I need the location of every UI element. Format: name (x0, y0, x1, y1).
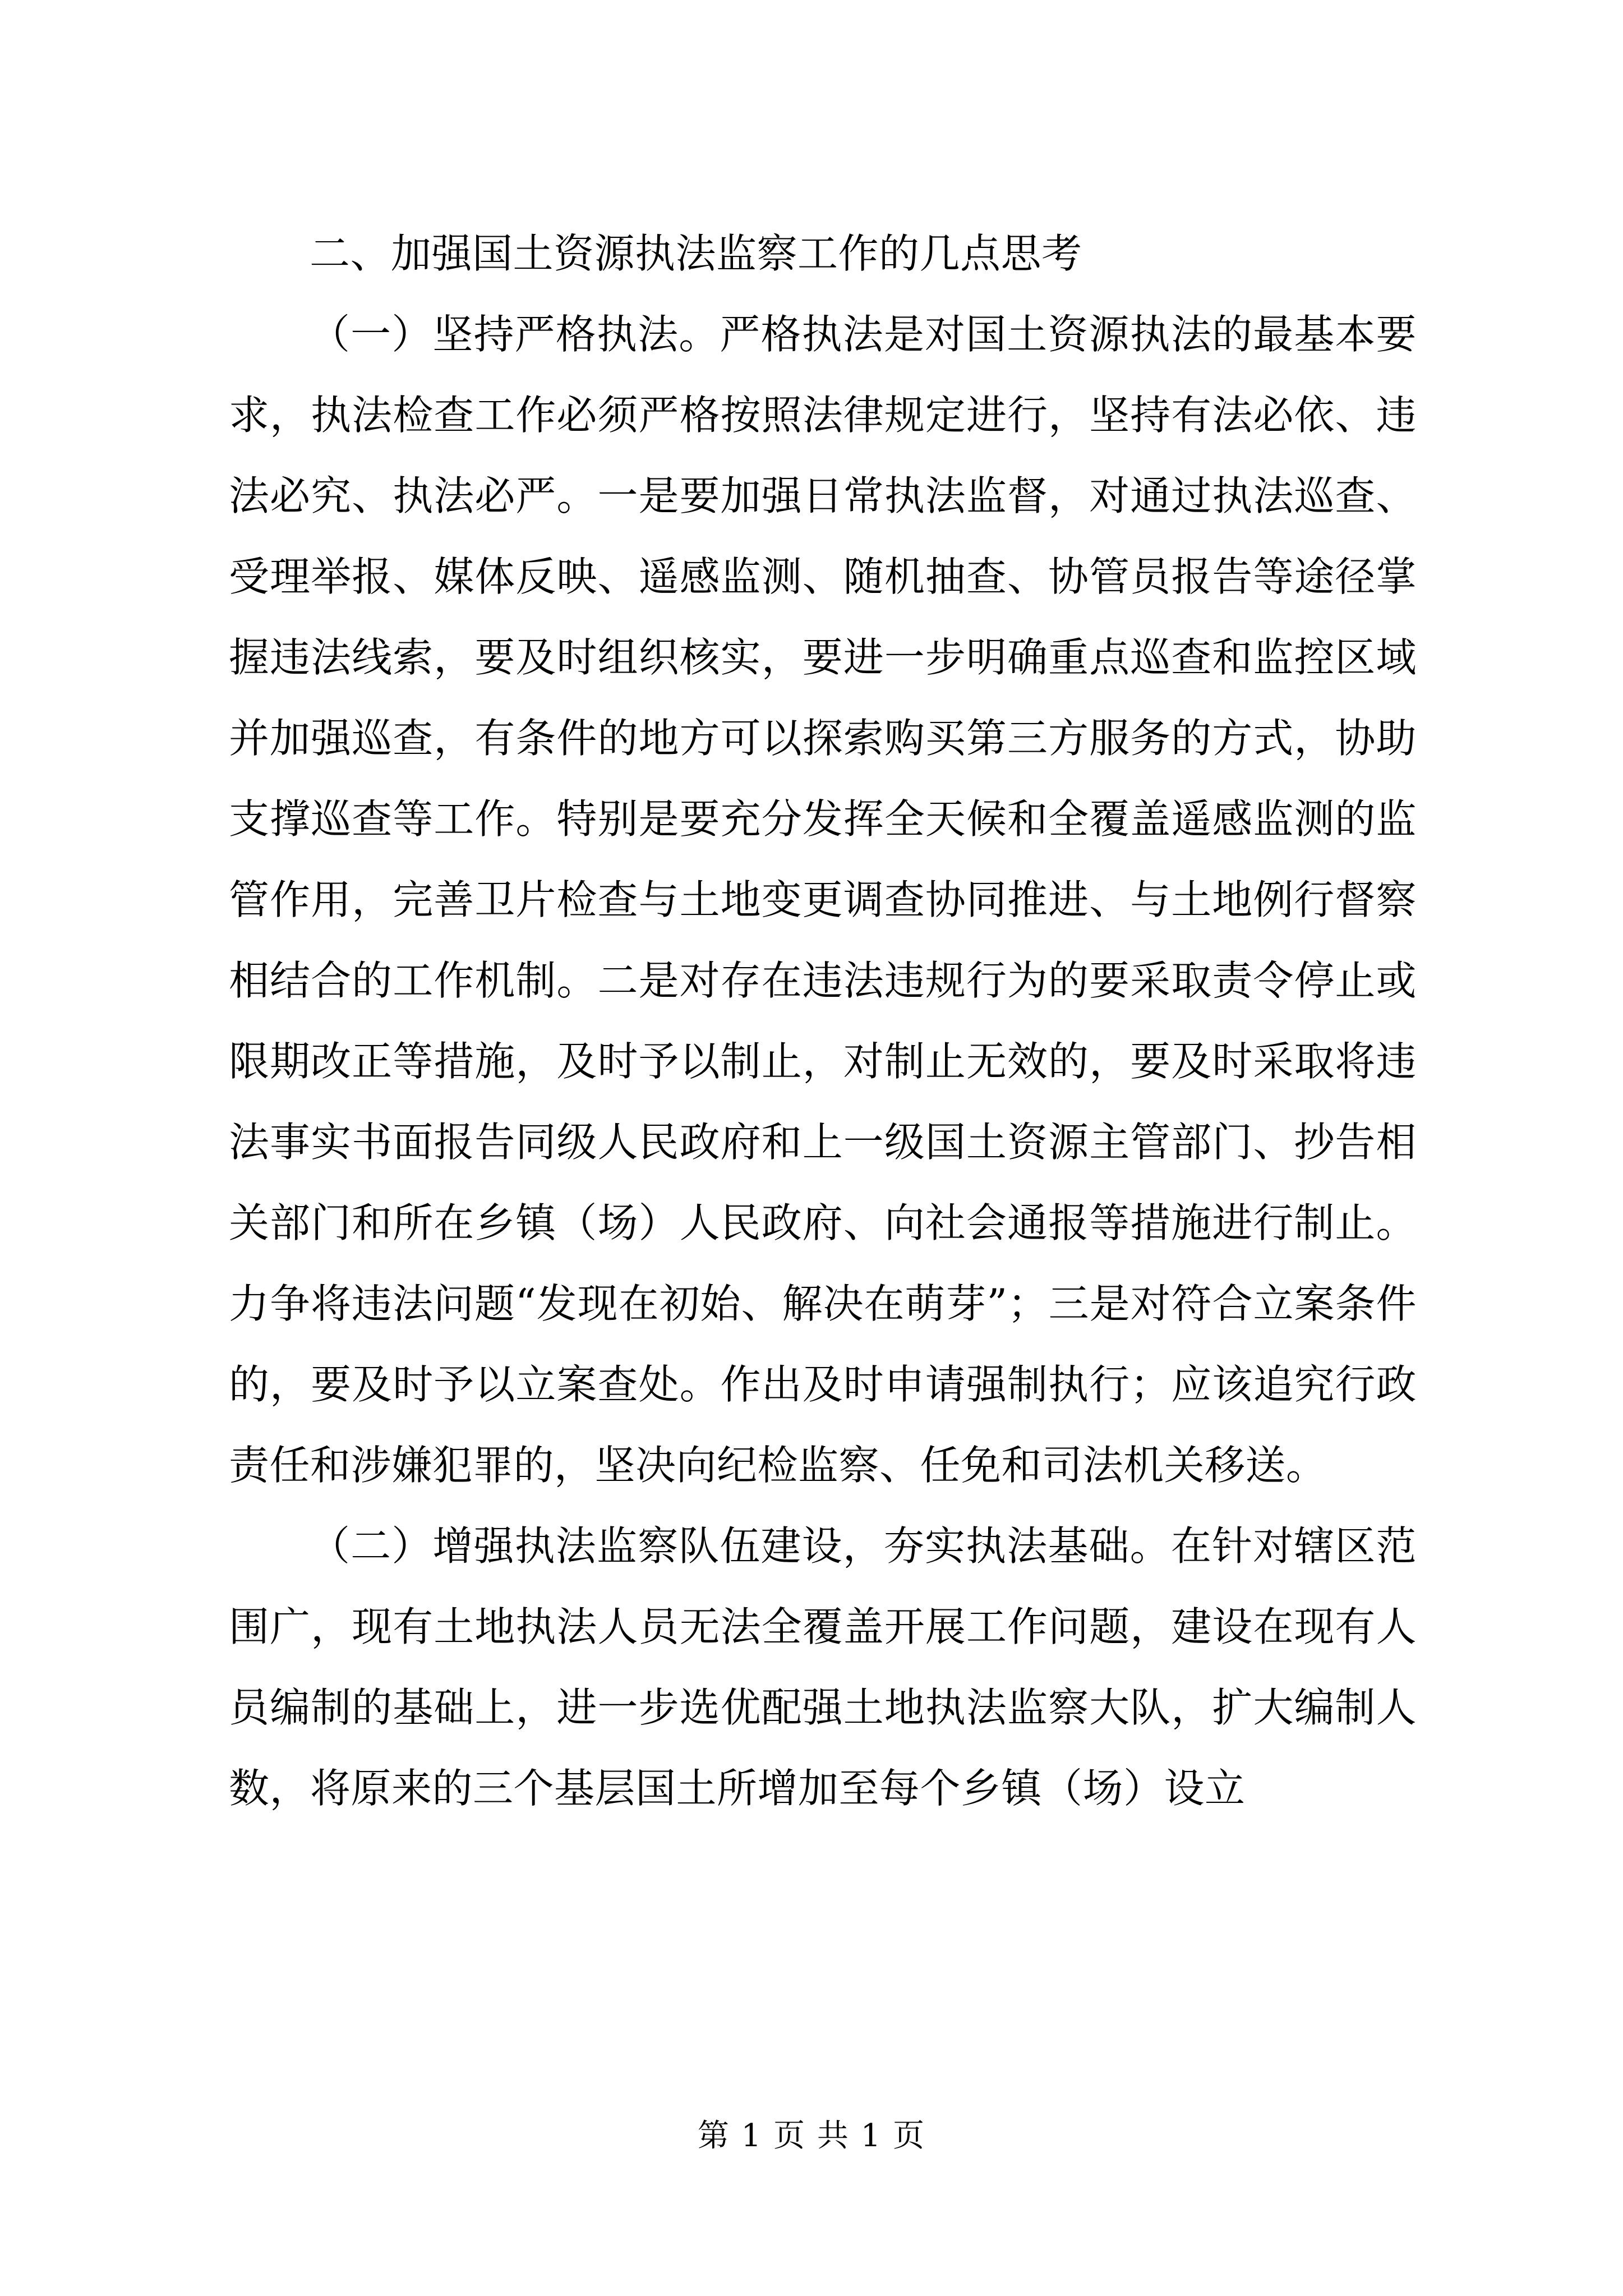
page-footer: 第 1 页 共 1 页 (697, 2118, 926, 2154)
document-body (229, 213, 1417, 1829)
paragraph-strict-enforcement: （一）坚持严格执法。严格执法是对国土资源执法的最基本要求，执法检查工作必须严格按照法律规定进行，坚持有法必依、违法必究、执法必严。一是要加强日常执法监督，对通过执法巡查、受理举报、媒体反映、遥感监测、随机抽查、协管员报告等途径掌握违法线索，要及时组织核实，要进一步明确重点巡查和监控区域并加强巡查，有条件的地方可以探索购买第三方服务的方式，协助支撑巡查等工作。特别是要充分发挥全天候和全覆盖遥感监测的监管作用，完善卫片检查与土地变更调查协同推进、与土地例行督察相结合的工作机制。二是对存在违法违规行为的要采取责令停止或限期改正等措施，及时予以制止，对制止无效的，要及时采取将违法事实书面报告同级人民政府和上一级国土资源主管部门、抄告相关部门和所在乡镇（场）人民政府、向社会通报等措施进行制止。力争将违法问题“发现在初始、解决在萌芽”；三是对符合立案条件的，要及时予以立案查处。作出及时申请强制执行；应该追究行政责任和涉嫌犯罪的，坚决向纪检监察、任免和司法机关移送。 (229, 311, 1417, 1489)
section-heading: 二、加强国土资源执法监察工作的几点思考 (310, 230, 1082, 277)
paragraph-team-building: （二）增强执法监察队伍建设，夯实执法基础。在针对辖区范围广，现有土地执法人员无法全覆盖开展工作问题，建设在现有人员编制的基础上，进一步选优配强土地执法监察大队，扩大编制人数，将原来的三个基层国土所增加至每个乡镇（场）设立 (229, 1522, 1417, 1812)
